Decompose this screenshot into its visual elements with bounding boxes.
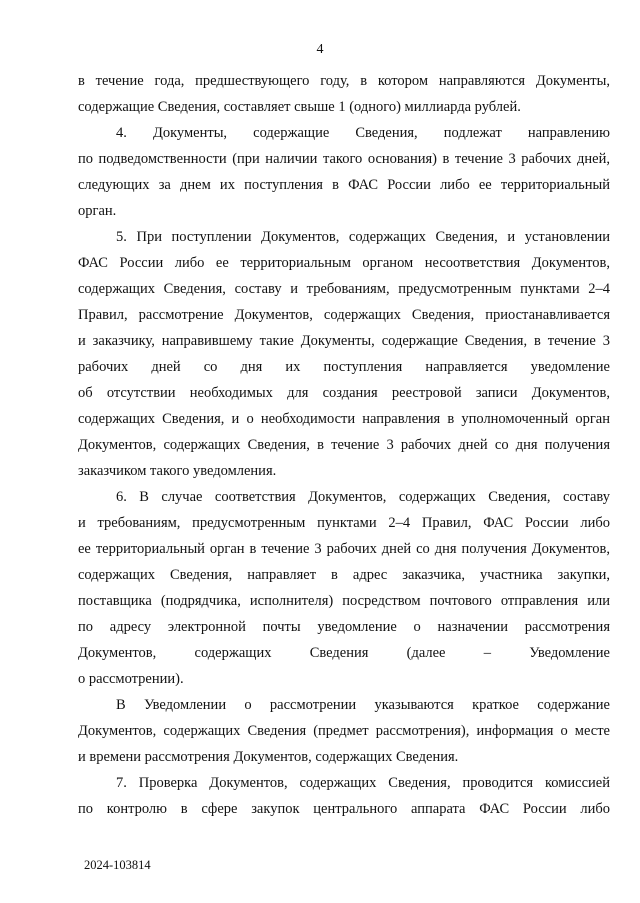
text-line: заказчиком такого уведомления. xyxy=(78,463,277,479)
text-line: содержащих Сведения, составу и требованиям, предусмотренным пунктами 2–4 xyxy=(78,281,610,297)
text-line: и заказчику, направившему такие Документы, содержащие Сведения, в течение 3 xyxy=(78,333,610,349)
text-line: в течение года, предшествующего году, в котором направляются Документы, xyxy=(78,73,610,89)
text-line: Документов, содержащих Сведения (предмет рассмотрения), информация о месте xyxy=(78,723,610,739)
text-line: о рассмотрении). xyxy=(78,671,184,687)
text-line: поставщика (подрядчика, исполнителя) посредством почтового отправления или xyxy=(78,593,610,609)
page-number: 4 xyxy=(316,42,324,57)
text-line: об отсутствии необходимых для создания реестровой записи Документов, xyxy=(78,385,610,401)
text-line: содержащих Сведения, и о необходимости направления в уполномоченный орган xyxy=(78,411,610,427)
text-line: и требованиям, предусмотренным пунктами 2–4 Правил, ФАС России либо xyxy=(78,515,610,531)
text-line: ФАС России либо ее территориальным органом несоответствия Документов, xyxy=(78,255,610,271)
text-line: В Уведомлении о рассмотрении указываются краткое содержание xyxy=(116,697,610,713)
text-line: следующих за днем их поступления в ФАС России либо ее территориальный xyxy=(78,177,610,193)
text-line: рабочих дней со дня их поступления направляется уведомление xyxy=(78,359,610,375)
text-line: 6. В случае соответствия Документов, содержащих Сведения, составу xyxy=(116,489,610,505)
text-line: орган. xyxy=(78,203,117,219)
text-line: и времени рассмотрения Документов, содержащих Сведения. xyxy=(78,749,459,765)
text-line: по подведомственности (при наличии такого основания) в течение 3 рабочих дней, xyxy=(78,151,610,167)
text-line: 5. При поступлении Документов, содержащих Сведения, и установлении xyxy=(116,229,610,245)
text-line: 4. Документы, содержащие Сведения, подлежат направлению xyxy=(116,125,610,141)
text-line: Документов, содержащих Сведения, в течение 3 рабочих дней со дня получения xyxy=(78,437,610,453)
text-line: по контролю в сфере закупок центрального аппарата ФАС России либо xyxy=(78,801,610,817)
text-line: 7. Проверка Документов, содержащих Сведения, проводится комиссией xyxy=(116,775,610,791)
text-line: Документов, содержащих Сведения (далее – Уведомление xyxy=(78,645,610,661)
text-line: ее территориальный орган в течение 3 рабочих дней со дня получения Документов, xyxy=(78,541,610,557)
text-line: по адресу электронной почты уведомление о назначении рассмотрения xyxy=(78,619,610,635)
text-line: содержащих Сведения, направляет в адрес заказчика, участника закупки, xyxy=(78,567,610,583)
document-number: 2024-103814 xyxy=(84,858,151,872)
text-line: содержащие Сведения, составляет свыше 1 (одного) миллиарда рублей. xyxy=(78,99,521,115)
text-line: Правил, рассмотрение Документов, содержащих Сведения, приостанавливается xyxy=(78,307,610,323)
